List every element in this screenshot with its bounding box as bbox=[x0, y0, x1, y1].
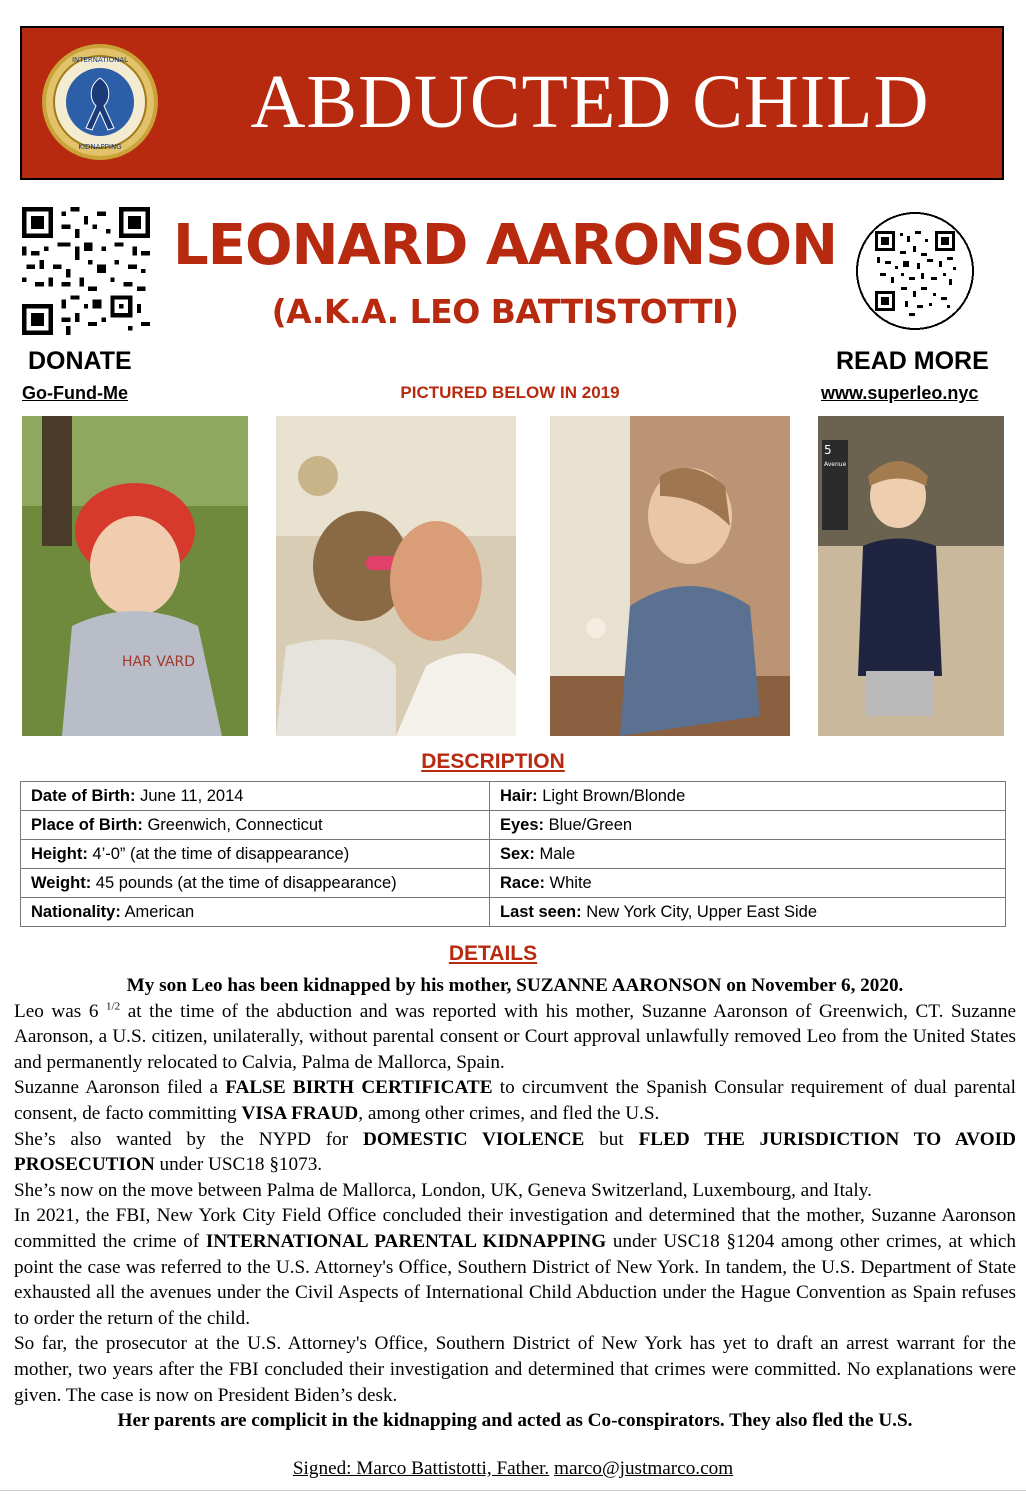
child-photo-helmet bbox=[22, 416, 248, 736]
svg-text:INTERNATIONAL: INTERNATIONAL bbox=[71, 56, 129, 64]
table-row bbox=[21, 840, 1006, 869]
height-value: 4’-0” (at the time of disappearance) bbox=[92, 844, 350, 863]
details-closing: Her parents are complicit in the kidnapping and acted as Co-conspirators. They also fled the U.S. bbox=[117, 1410, 913, 1432]
svg-text:Avenue: Avenue bbox=[824, 461, 847, 468]
eyes-key: Eyes: bbox=[500, 815, 545, 834]
dob-key: Date of Birth: bbox=[31, 786, 136, 805]
hair-value: Light Brown/Blonde bbox=[542, 786, 686, 805]
child-photo-subway bbox=[818, 416, 1004, 736]
details-body bbox=[14, 973, 1016, 1434]
details-paragraph: Leo was 6 $^{1/2}$ at the time of the abduction and was reported with his mother, Suzanne Aaronson of Greenwich, CT. Suzanne Aaronson, a U.S. citizen, unilaterally, without parental consent or Court approval unlawfully removed Leo from the United States and permanently relocated to Calvia, Palma de Mallorca, Spain. bbox=[14, 1000, 1016, 1073]
pob-key: Place of Birth: bbox=[31, 815, 143, 834]
details-paragraph: She’s now on the move between Palma de Mallorca, London, UK, Geneva Switzerland, Luxembourg, and Italy. bbox=[14, 1179, 872, 1201]
details-paragraph: Suzanne Aaronson filed a FALSE BIRTH CERTIFICATE to circumvent the Spanish Consular requirement of dual parental consent, de facto committing VISA FRAUD, among other crimes, and fled the U.S. bbox=[14, 1077, 1016, 1124]
pob-value: Greenwich, Connecticut bbox=[147, 815, 323, 834]
sex-key: Sex: bbox=[500, 844, 535, 863]
seal-logo bbox=[40, 42, 160, 162]
read-more-qr-code[interactable] bbox=[855, 211, 975, 331]
table-row bbox=[21, 782, 1006, 811]
svg-text:HAR VARD: HAR VARD bbox=[122, 654, 196, 670]
table-row bbox=[21, 869, 1006, 898]
details-paragraph: In 2021, the FBI, New York City Field Office concluded their investigation and determined that the mother, Suzanne Aaronson committed the crime of INTERNATIONAL PARENTAL KIDNAPPING under USC18 §1204 among other crimes, at which point the case was referred to the U.S. Attorney's Office, Southern District of New York. In tandem, the U.S. Department of State exhausted all the avenues under the Civil Aspects of International Child Abduction under the Hague Convention as Spain refuses to order the return of the child. bbox=[14, 1205, 1016, 1329]
nationality-key: Nationality: bbox=[31, 902, 121, 921]
table-row bbox=[21, 898, 1006, 927]
sex-value: Male bbox=[539, 844, 576, 863]
eyes-value: Blue/Green bbox=[548, 815, 633, 834]
read-more-label: READ MORE bbox=[836, 347, 989, 375]
donate-qr-code[interactable] bbox=[22, 207, 150, 335]
description-table bbox=[20, 781, 1006, 927]
description-heading: DESCRIPTION bbox=[421, 750, 565, 773]
hair-key: Hair: bbox=[500, 786, 538, 805]
pictured-caption: PICTURED BELOW IN 2019 bbox=[400, 383, 620, 402]
superleo-link[interactable]: www.superleo.nyc bbox=[821, 383, 979, 403]
race-key: Race: bbox=[500, 873, 545, 892]
signature-text: Signed: Marco Battistotti, Father. bbox=[292, 1458, 550, 1479]
email-link[interactable]: marco@justmarco.com bbox=[554, 1458, 734, 1479]
donate-label: DONATE bbox=[28, 347, 132, 375]
svg-text:5: 5 bbox=[824, 443, 832, 457]
go-fund-me-link[interactable]: Go-Fund-Me bbox=[22, 383, 128, 403]
bottom-divider bbox=[0, 1490, 1026, 1491]
weight-value: 45 pounds (at the time of disappearance) bbox=[95, 873, 397, 892]
child-photo-with-father bbox=[276, 416, 516, 736]
details-lead: My son Leo has been kidnapped by his mother, SUZANNE AARONSON on November 6, 2020. bbox=[126, 975, 904, 996]
last-seen-value: New York City, Upper East Side bbox=[586, 902, 818, 921]
banner-title: ABDUCTED CHILD bbox=[250, 60, 930, 144]
child-name: LEONARD AARONSON bbox=[173, 213, 837, 278]
child-aka: (A.K.A. LEO BATTISTOTTI) bbox=[271, 292, 739, 331]
height-key: Height: bbox=[31, 844, 88, 863]
child-photo-ice-cream bbox=[550, 416, 790, 736]
details-paragraph: She’s also wanted by the NYPD for DOMESTIC VIOLENCE but FLED THE JURISDICTION TO AVOID PROSECUTION under USC18 §1073. bbox=[14, 1128, 1017, 1176]
signature-line bbox=[0, 1456, 1026, 1482]
dob-value: June 11, 2014 bbox=[140, 786, 244, 805]
svg-text:KIDNAPPING: KIDNAPPING bbox=[78, 143, 122, 151]
details-paragraph: So far, the prosecutor at the U.S. Attorney's Office, Southern District of New York has yet to draft an arrest warrant for the mother, two years after the FBI concluded their investigation and determined that crimes were committed. No explanations were given. The case is now on President Biden’s desk. bbox=[14, 1333, 1016, 1406]
race-value: White bbox=[549, 873, 592, 892]
last-seen-key: Last seen: bbox=[500, 902, 582, 921]
title-banner bbox=[20, 26, 1004, 180]
details-heading: DETAILS bbox=[448, 942, 538, 965]
table-row bbox=[21, 811, 1006, 840]
nationality-value: American bbox=[124, 902, 195, 921]
weight-key: Weight: bbox=[31, 873, 92, 892]
